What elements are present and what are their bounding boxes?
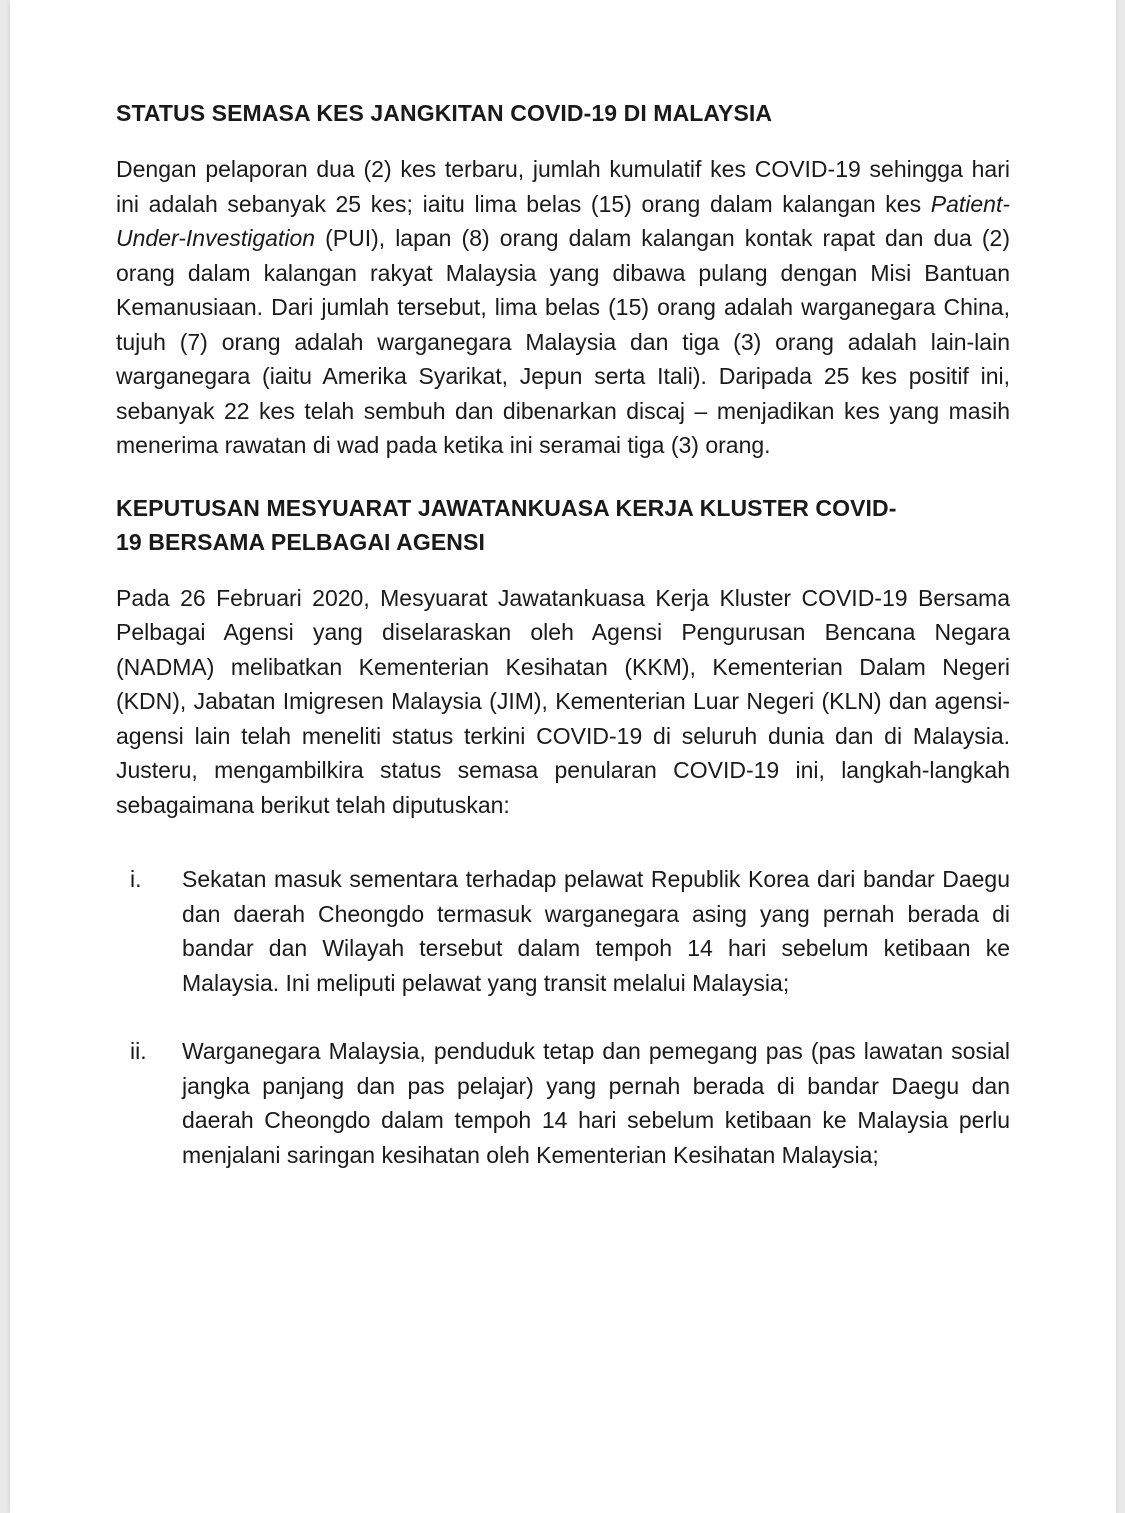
list-item-number: i.	[130, 866, 142, 892]
list-item	[116, 862, 1010, 1000]
document-page	[10, 0, 1116, 1513]
status-paragraph-italic: Patient-Under-Investigation	[116, 190, 1010, 251]
section-heading-status: STATUS SEMASA KES JANGKITAN COVID-19 DI MALAYSIA	[116, 100, 773, 126]
list-item	[116, 1034, 1010, 1172]
list-item-text: Warganegara Malaysia, penduduk tetap dan pemegang pas (pas lawatan sosial jangka panjang dan pas pelajar) yang pernah berada di bandar Daegu dan daerah Cheongdo dalam tempoh 14 hari sebelum ketibaan ke Malaysia perlu menjalani saringan kesihatan oleh Kementerian Kesihatan Malaysia;	[182, 1038, 1010, 1168]
heading-line-1: KEPUTUSAN MESYUARAT JAWATANKUASA KERJA KLUSTER COVID-	[116, 494, 897, 521]
section-heading-keputusan	[116, 491, 1010, 559]
document-content	[116, 96, 1010, 1206]
list-item-text: Sekatan masuk sementara terhadap pelawat Republik Korea dari bandar Daegu dan daerah Cheongdo termasuk warganegara asing yang pernah berada di bandar dan Wilayah tersebut dalam tempoh 14 hari sebelum ketibaan ke Malaysia. Ini meliputi pelawat yang transit melalui Malaysia;	[182, 866, 1010, 996]
list-item-number: ii.	[130, 1038, 147, 1064]
status-paragraph-text-1: Dengan pelaporan dua (2) kes terbaru, jumlah kumulatif kes COVID-19 sehingga hari ini adalah sebanyak 25 kes; iaitu lima belas (15) orang dalam kalangan kes	[116, 156, 1010, 217]
status-paragraph	[116, 152, 1010, 463]
decision-list	[116, 862, 1010, 1172]
keputusan-paragraph: Pada 26 Februari 2020, Mesyuarat Jawatankuasa Kerja Kluster COVID-19 Bersama Pelbagai Agensi yang diselaraskan oleh Agensi Pengurusan Bencana Negara (NADMA) melibatkan Kementerian Kesihatan (KKM), Kementerian Dalam Negeri (KDN), Jabatan Imigresen Malaysia (JIM), Kementerian Luar Negeri (KLN) dan agensi-agensi lain telah meneliti status terkini COVID-19 di seluruh dunia dan di Malaysia. Justeru, mengambilkira status semasa penularan COVID-19 ini, langkah-langkah sebagaimana berikut telah diputuskan:	[116, 584, 1010, 818]
heading-line-2: 19 BERSAMA PELBAGAI AGENSI	[116, 528, 485, 555]
status-paragraph-text-2: (PUI), lapan (8) orang dalam kalangan kontak rapat dan dua (2) orang dalam kalangan rakyat Malaysia yang dibawa pulang dengan Misi Bantuan Kemanusiaan. Dari jumlah tersebut, lima belas (15) orang adalah warganegara China, tujuh (7) orang adalah warganegara Malaysia dan tiga (3) orang adalah lain-lain warganegara (iaitu Amerika Syarikat, Jepun serta Itali). Daripada 25 kes positif ini, sebanyak 22 kes telah sembuh dan dibenarkan discaj – menjadikan kes yang masih menerima rawatan di wad pada ketika ini seramai tiga (3) orang.	[116, 225, 1010, 458]
